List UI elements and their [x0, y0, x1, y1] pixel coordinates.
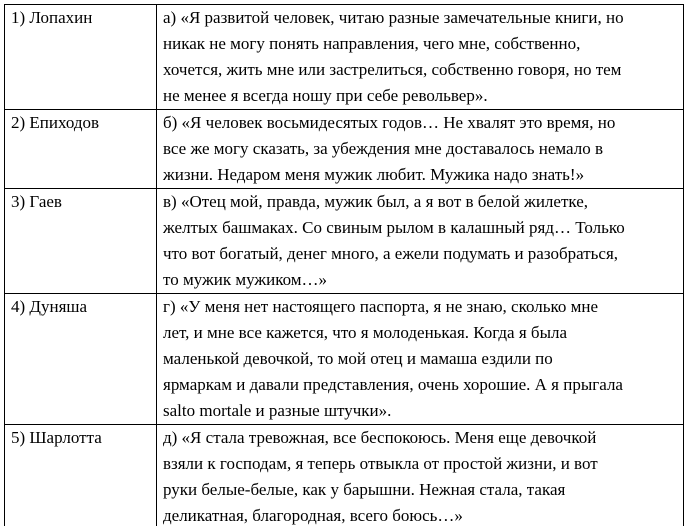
matching-table — [4, 4, 684, 526]
quote-cell — [157, 5, 684, 110]
table-row — [5, 189, 684, 294]
table-row — [5, 425, 684, 526]
quote-cell — [157, 110, 684, 189]
character-cell — [5, 5, 157, 110]
quote-line: д) «Я стала тревожная, все беспокоюсь. Меня еще девочкой — [163, 428, 597, 447]
quote-cell — [157, 189, 684, 294]
quote-line: то мужик мужиком…» — [163, 270, 328, 289]
character-name: 4) Дуняша — [11, 297, 88, 316]
quote-line: взяли к господам, я теперь отвыкла от простой жизни, и вот — [163, 454, 598, 473]
quote-line: в) «Отец мой, правда, мужик был, а я вот в белой жилетке, — [163, 192, 589, 211]
character-name: 2) Епиходов — [11, 113, 100, 132]
table-row — [5, 110, 684, 189]
quote-line: salto mortale и разные штучки». — [163, 401, 392, 420]
quote-line: а) «Я развитой человек, читаю разные замечательные книги, но — [163, 8, 624, 27]
table-row — [5, 294, 684, 425]
quote-cell — [157, 425, 684, 526]
quote-line: хочется, жить мне или застрелиться, собственно говоря, но тем — [163, 60, 622, 79]
quote-line: жизни. Недаром меня мужик любит. Мужика надо знать!» — [163, 165, 585, 184]
table-row — [5, 5, 684, 110]
character-cell — [5, 189, 157, 294]
quote-cell — [157, 294, 684, 425]
quote-line: руки белые-белые, как у барышни. Нежная стала, такая — [163, 480, 566, 499]
quote-line: маленькой девочкой, то мой отец и мамаша ездили по — [163, 349, 553, 368]
quote-line: г) «У меня нет настоящего паспорта, я не знаю, сколько мне — [163, 297, 599, 316]
character-cell — [5, 294, 157, 425]
quote-line: ярмаркам и давали представления, очень хорошие. А я прыгала — [163, 375, 623, 394]
quote-line: желтых башмаках. Со свиным рылом в калашный ряд… Только — [163, 218, 625, 237]
quote-line: б) «Я человек восьмидесятых годов… Не хвалят это время, но — [163, 113, 616, 132]
character-name: 1) Лопахин — [11, 8, 93, 27]
quote-line: все же могу сказать, за убеждения мне доставалось немало в — [163, 139, 603, 158]
quote-line: лет, и мне все кажется, что я молоденькая. Когда я была — [163, 323, 568, 342]
character-cell — [5, 110, 157, 189]
quote-line: что вот богатый, денег много, а ежели подумать и разобраться, — [163, 244, 619, 263]
character-name: 5) Шарлотта — [11, 428, 102, 447]
quote-line: деликатная, благородная, всего боюсь…» — [163, 506, 463, 525]
character-name: 3) Гаев — [11, 192, 62, 211]
character-cell — [5, 425, 157, 526]
quote-line: не менее я всегда ношу при себе револьвер». — [163, 86, 488, 105]
quote-line: никак не могу понять направления, чего мне, собственно, — [163, 34, 581, 53]
